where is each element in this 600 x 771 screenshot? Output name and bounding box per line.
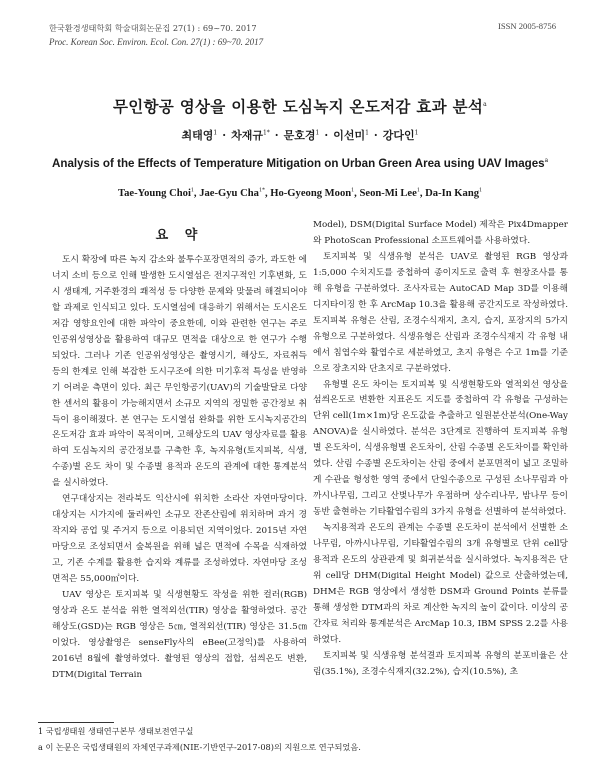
body-column-left (52, 218, 307, 684)
journal-citation-en: Proc. Korean Soc. Environ. Ecol. Con. 27(1) : 69~70. 2017 (49, 37, 264, 47)
abstract-heading: 요 약 (155, 228, 204, 243)
author-name: Jae-Gyu Cha (199, 188, 259, 199)
paragraph: 토지피복 및 식생유형 분석결과 토지피복 유형의 분포비율은 산림(35.1%), 조경수식재지(32.2%), 습지(10.5%), 초 (313, 650, 568, 677)
paper-title-ko (0, 95, 600, 117)
author-affiliation-mark: 1 (213, 129, 218, 137)
author-name: 강다인 (382, 129, 415, 142)
author-separator: , (354, 188, 360, 199)
author-name: Tae-Young Choi (117, 188, 191, 199)
authors-en (0, 188, 600, 199)
author-separator: , (264, 188, 271, 199)
author-name: 최태영 (181, 129, 214, 142)
footnote-funding: a 이 논문은 국립생태원의 자체연구과제(NIE-기반연구-2017-08)의 지원으로 연구되었음. (38, 742, 361, 752)
author-separator: · (274, 129, 279, 142)
author-affiliation-mark: 1* (262, 129, 270, 137)
footnote-divider (38, 722, 114, 723)
author-name: Da-In Kang (425, 188, 480, 199)
issn: ISSN 2005-8756 (497, 21, 556, 31)
author-affiliation-mark: 1 (365, 129, 369, 137)
author-name: 이선미 (333, 129, 366, 142)
paragraph: Model), DSM(Digital Surface Model) 제작은 Pix4Dmapper와 PhotoScan Professional 소프트웨어를 사용하였다. (313, 220, 568, 246)
author-separator: , (193, 188, 200, 199)
author-affiliation-mark: 1 (414, 129, 419, 137)
authors-ko (0, 127, 600, 143)
author-separator: , (419, 188, 426, 199)
paper-title-ko-text: 무인항공 영상을 이용한 도심녹지 온도저감 효과 분석 (112, 97, 484, 116)
body-column-right (313, 218, 568, 681)
author-affiliation-mark: 1 (416, 187, 420, 194)
author-name: 문호경 (283, 129, 316, 142)
title-en-footnote-mark: a (544, 158, 548, 165)
footnote-affiliation: 1 국립생태원 생태연구본부 생태보전연구실 (38, 726, 194, 736)
paper-title-en (0, 157, 600, 170)
paragraph: 도시 확장에 따른 녹지 감소와 불투수포장면적의 증가, 과도한 에너지 소비 등으로 인해 발생한 도시열섬은 전지구적인 기후변화, 도시 생태계, 거주환경의 쾌적성 등 다양한 문제와 맞물려 해결되어야 할 과제로 인식되고 있다. 도시열섬에 대응하기 위해서는 도시온도저감 영향요인에 대한 파악이 중요한데, 이와 관련한 연구는 주로 인공위성영상을 활용하여 대규모 면적을 대상으로 한 연구가 수행되었다. 그러나 기존 인공위성영상은 촬영시기, 해상도, 자료취득 등의 한계로 인해 복잡한 도시구조에 의한 미기후적 특성을 반영하기 어려운 측면이 있다. 최근 무인항공기(UAV)의 기술발달로 다양한 센서의 활용이 가능해지면서 소규모 지역의 정밀한 공간정보 취득이 용이해졌다. 본 연구는 도시열섬 완화를 위한 도시녹지공간의 온도저감 효과 파악이 목적이며, 고해상도의 UAV 영상자료를 활용하여 도심녹지의 공간정보를 구축한 후, 녹지유형(토지피복, 식생, 수종)별 온도 차이 및 수종별 용적과 온도의 관계에 대한 통계분석을 실시하였다. (52, 255, 307, 489)
author-affiliation-mark: 1 (351, 187, 355, 194)
paragraph: 토지피복 및 식생유형 분석은 UAV로 촬영된 RGB 영상과 1:5,000 수치지도를 중첩하여 종이지도로 출력 후 현장조사를 통해 유형을 구분하였다. 조사자료는 AutoCAD Map 3D를 이용해 디지타이징 한 후 ArcMap 10.3을 활용해 공간지도로 작성하였다. 토지피복 유형은 산림, 조경수식재지, 초지, 습지, 포장지의 5가지 유형으로 구분하였다. 식생유형은 산림과 조경수식재지 각 유형 내에서 침엽수와 활엽수로 세분하였고, 초지 유형은 수고 1m를 기준으로 장초지와 단초지로 구분하였다. (313, 251, 568, 374)
author-name: Seon-Mi Lee (359, 188, 417, 199)
paragraph: 유형별 온도 차이는 토지피복 및 식생현황도와 열적외선 영상을 섬씌온도로 변환한 지표온도 지도를 중첩하여 각 유형을 구성하는 단위 cell(1m×1m)당 온도값을 추출하고 일원분산분석(One-Way ANOVA)을 실시하였다. 분석은 3단계로 진행하여 토지피복 유형별 온도차이, 식생유형별 온도차이, 산림 수종별 온도차이를 확인하였다. 산림 수종별 온도차이는 산림 중에서 분포면적이 넓고 조밀하게 수관을 형성한 영역 중에서 단일수종으로 구성된 소나무림과 아까시나무림, 그리고 산벚나무가 우점하며 상수리나무, 밤나무 등이 동반 출현하는 기타활엽수림의 3가지 유형을 선별하여 분석하였다. (313, 379, 568, 518)
paper-title-en-text: Analysis of the Effects of Temperature Mitigation on Urban Green Area using UAV Images (52, 157, 545, 170)
author-affiliation-mark: 1* (258, 187, 265, 194)
paragraph: 연구대상지는 전라북도 익산시에 위치한 소라산 자연마당이다. 대상지는 시가지에 둘러싸인 소규모 잔존산림에 위치하며 과거 경작지와 공업 및 주거지 등으로 이용되던 지역이었다. 2015년 자연마당으로 조성되면서 숲복원을 위해 넓은 면적에 수목을 식재하였고, 기존 수계를 활용한 습지와 계류를 조성하였다. 자연마당 조성면적은 55,000㎡이다. (52, 494, 307, 585)
journal-citation-ko: 한국환경생태학회 학술대회논문집 27(1) : 69~70. 2017 (49, 23, 257, 33)
author-affiliation-mark: 1 (190, 187, 194, 194)
author-separator: · (373, 129, 378, 142)
title-ko-footnote-mark: a (483, 100, 488, 108)
paragraph: UAV 영상은 토지피복 및 식생현황도 작성을 위한 컬러(RGB) 영상과 온도 분석을 위한 열적외선(TIR) 영상을 활영하였다. 공간해상도(GSD)는 RGB 영상은 5㎝, 열적외선(TIR) 영상은 31.5㎝이었다. 영상촬영은 senseFly사의 eBee(고정익)를 사용하여 2016년 8월에 촬영하였다. 촬영된 영상의 접합, 섬씌온도 변환, DTM(Digital Terrain (52, 590, 307, 680)
journal-header (49, 21, 263, 49)
author-affiliation-mark: 1 (315, 129, 320, 137)
author-separator: · (222, 129, 227, 142)
author-affiliation-mark: 1 (479, 187, 483, 194)
author-name: Ho-Gyeong Moon (270, 188, 352, 199)
author-name: 차재규 (231, 129, 263, 142)
author-separator: · (324, 129, 329, 142)
paragraph: 녹지용적과 온도의 관계는 수종별 온도차이 분석에서 선별한 소나무림, 아까시나무림, 기타활엽수림의 3개 유형별로 단위 cell당 용적과 온도의 상관관계 및 회귀분석을 실시하였다. 녹지용적은 단위 cell당 DHM(Digital Height Model) 값으로 산출하였는데, DHM은 RGB 영상에서 생성한 DSM과 Ground Points 분류를 통해 생성한 DTM과의 차로 계산한 녹지의 높이 값이다. 이상의 공간자료 처리와 통계분석은 ArcMap 10.3, IBM SPSS 2.2를 사용하였다. (313, 523, 568, 645)
